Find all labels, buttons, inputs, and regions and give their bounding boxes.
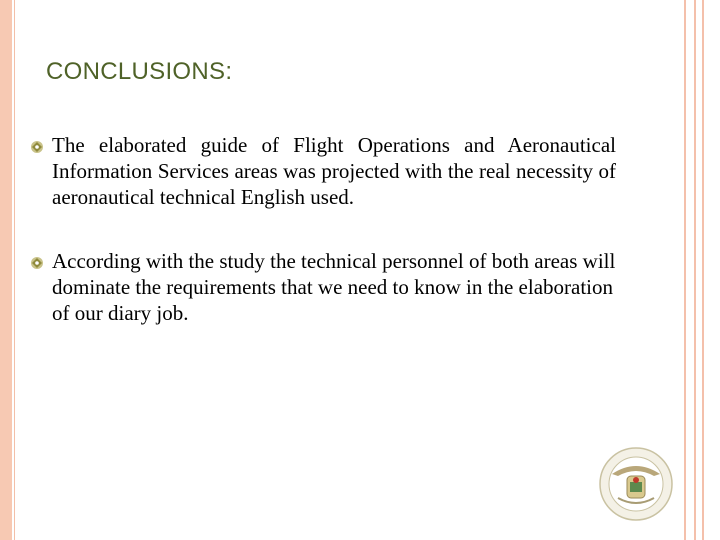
institution-seal-logo xyxy=(596,446,676,522)
olive-diamond-bullet-icon xyxy=(30,140,44,154)
bullet-item xyxy=(30,132,616,210)
bullet-text: The elaborated guide of Flight Operations and Aeronautical Information Services areas was projected with the real necessity of aeronautical technical English used. xyxy=(52,133,616,209)
olive-diamond-bullet-icon xyxy=(30,256,44,270)
bullet-list xyxy=(30,132,616,364)
bullet-text: According with the study the technical personnel of both areas will dominate the requirements that we need to know in the elaboration of our diary job. xyxy=(52,249,616,325)
right-frame-border xyxy=(680,0,720,540)
left-frame-border xyxy=(0,0,12,540)
slide-title: CONCLUSIONS: xyxy=(46,58,233,85)
bullet-item xyxy=(30,248,616,326)
